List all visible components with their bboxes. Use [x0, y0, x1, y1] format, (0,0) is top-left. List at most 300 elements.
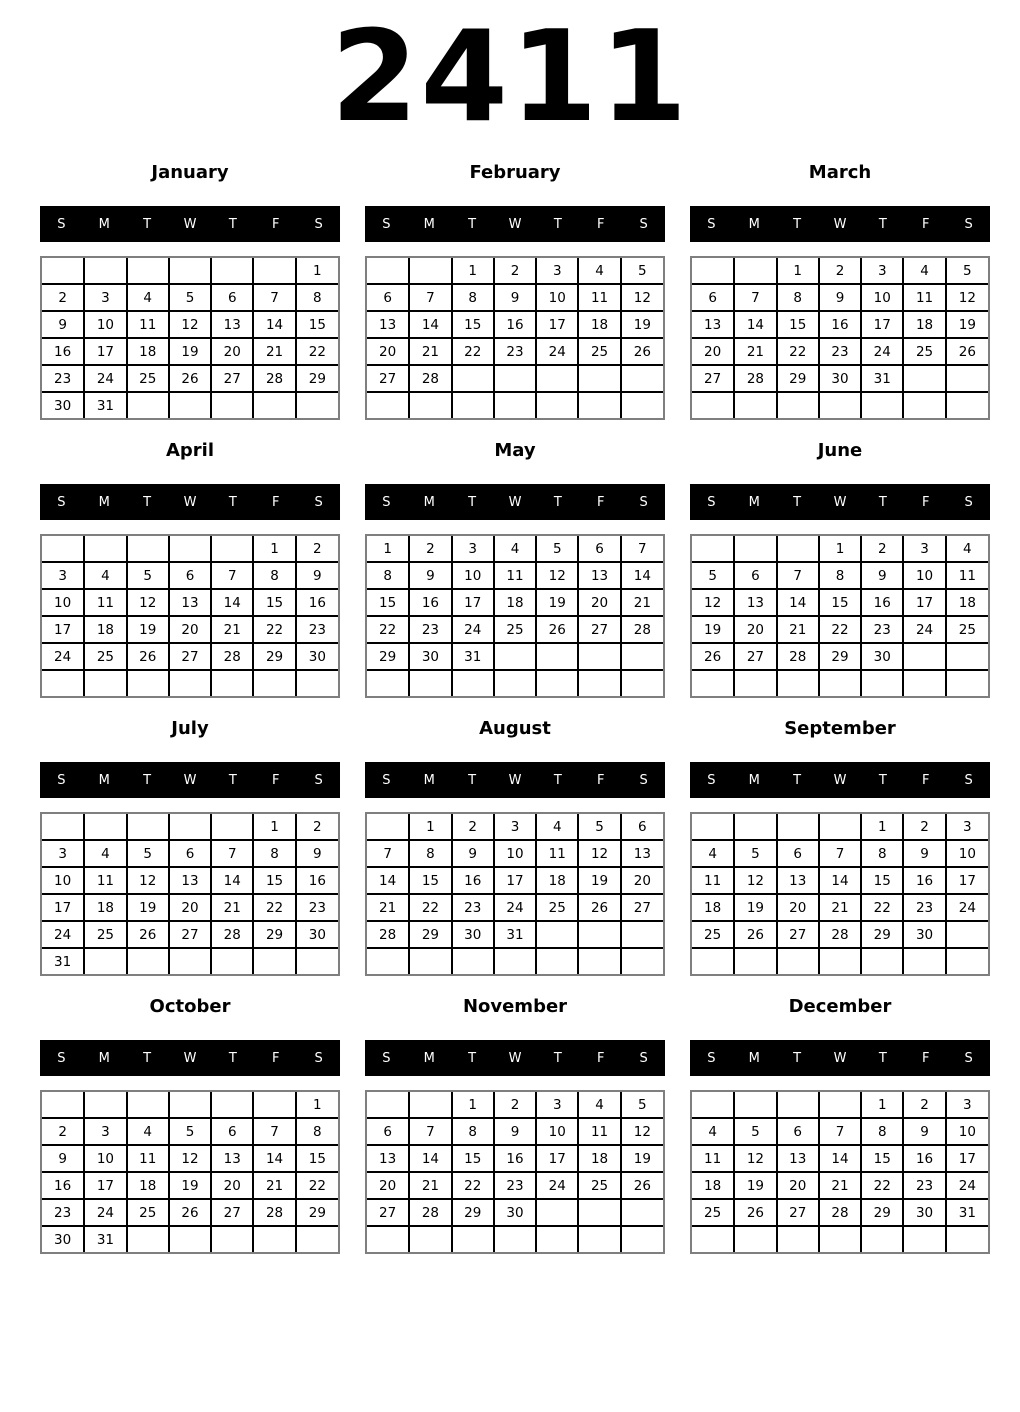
day-cell: 14: [621, 562, 663, 589]
day-cell: 7: [253, 284, 295, 311]
week-row: [42, 365, 338, 392]
month-grid: [690, 256, 990, 420]
weekday-label: T: [553, 494, 562, 510]
day-cell: 3: [452, 536, 494, 562]
week-row: [367, 840, 663, 867]
weekday-header-bar: [365, 762, 665, 798]
empty-day-cell: [211, 258, 253, 284]
day-cell: 18: [536, 867, 578, 894]
weekday-label: M: [98, 772, 110, 788]
day-cell: 27: [367, 1199, 409, 1226]
month-grid: [690, 1090, 990, 1254]
day-cell: 14: [367, 867, 409, 894]
week-row: [692, 1118, 988, 1145]
day-cell: 6: [734, 562, 776, 589]
day-cell: 9: [903, 1118, 945, 1145]
day-cell: 27: [367, 365, 409, 392]
day-cell: 8: [253, 562, 295, 589]
day-cell: 26: [692, 643, 734, 670]
day-cell: 10: [42, 867, 84, 894]
day-cell: 5: [169, 1118, 211, 1145]
day-cell: 14: [253, 311, 295, 338]
day-cell: 25: [84, 921, 126, 948]
day-cell: 22: [253, 894, 295, 921]
weekday-label: S: [707, 216, 716, 232]
day-cell: 25: [692, 1199, 734, 1226]
week-row: [692, 1172, 988, 1199]
weekday-label: S: [57, 1050, 66, 1066]
day-cell: 15: [253, 589, 295, 616]
day-cell: 22: [819, 616, 861, 643]
day-cell: 10: [946, 1118, 988, 1145]
day-cell: 17: [452, 589, 494, 616]
month-title: November: [462, 996, 568, 1017]
empty-day-cell: [578, 365, 620, 392]
week-row: [692, 311, 988, 338]
weekday-label: M: [423, 1050, 435, 1066]
day-cell: 13: [621, 840, 663, 867]
day-cell: 10: [84, 1145, 126, 1172]
day-cell: 12: [578, 840, 620, 867]
empty-day-cell: [819, 1092, 861, 1118]
day-cell: 11: [692, 1145, 734, 1172]
day-cell: 7: [367, 840, 409, 867]
day-cell: 7: [253, 1118, 295, 1145]
day-cell: 8: [452, 284, 494, 311]
empty-day-cell: [452, 948, 494, 974]
day-cell: 11: [946, 562, 988, 589]
day-cell: 12: [692, 589, 734, 616]
day-cell: 3: [536, 1092, 578, 1118]
day-cell: 8: [861, 840, 903, 867]
empty-day-cell: [367, 948, 409, 974]
day-cell: 4: [578, 1092, 620, 1118]
day-cell: 29: [819, 643, 861, 670]
day-cell: 5: [734, 1118, 776, 1145]
weekday-label: S: [707, 772, 716, 788]
week-row: [42, 1172, 338, 1199]
weekday-header-bar: [40, 1040, 340, 1076]
empty-day-cell: [946, 948, 988, 974]
weekday-label: F: [921, 494, 930, 510]
empty-day-cell: [169, 536, 211, 562]
day-cell: 20: [777, 894, 819, 921]
weekday-label: M: [98, 1050, 110, 1066]
day-cell: 11: [127, 311, 169, 338]
day-cell: 22: [409, 894, 451, 921]
day-cell: 10: [946, 840, 988, 867]
empty-day-cell: [536, 921, 578, 948]
day-cell: 10: [494, 840, 536, 867]
weekday-label: T: [793, 1050, 802, 1066]
day-cell: 28: [367, 921, 409, 948]
day-cell: 19: [946, 311, 988, 338]
day-cell: 22: [452, 338, 494, 365]
day-cell: 18: [84, 894, 126, 921]
weekday-label: M: [748, 1050, 760, 1066]
day-cell: 20: [211, 338, 253, 365]
day-table: [692, 258, 988, 418]
day-cell: 26: [127, 921, 169, 948]
day-cell: 6: [777, 840, 819, 867]
day-cell: 20: [367, 1172, 409, 1199]
day-cell: 19: [169, 1172, 211, 1199]
day-cell: 21: [819, 894, 861, 921]
day-cell: 30: [296, 643, 338, 670]
empty-day-cell: [127, 536, 169, 562]
week-row: [692, 643, 988, 670]
day-cell: 31: [42, 948, 84, 974]
day-cell: 4: [127, 284, 169, 311]
day-cell: 29: [861, 1199, 903, 1226]
day-cell: 16: [494, 1145, 536, 1172]
day-cell: 7: [819, 1118, 861, 1145]
day-cell: 7: [819, 840, 861, 867]
day-cell: 31: [494, 921, 536, 948]
day-cell: 8: [409, 840, 451, 867]
day-table: [367, 814, 663, 974]
day-cell: 7: [211, 840, 253, 867]
weekday-label: F: [596, 216, 605, 232]
day-cell: 3: [903, 536, 945, 562]
weekday-label: S: [382, 772, 391, 788]
week-row: [367, 1118, 663, 1145]
empty-day-cell: [692, 258, 734, 284]
day-cell: 30: [42, 392, 84, 418]
month-title: March: [808, 162, 872, 183]
month-block: [690, 716, 990, 976]
day-cell: 8: [296, 284, 338, 311]
day-cell: 24: [84, 1199, 126, 1226]
day-cell: 27: [621, 894, 663, 921]
empty-day-cell: [367, 1226, 409, 1252]
day-cell: 3: [946, 1092, 988, 1118]
day-cell: 5: [734, 840, 776, 867]
week-row: [692, 1092, 988, 1118]
day-cell: 15: [367, 589, 409, 616]
day-cell: 16: [452, 867, 494, 894]
day-cell: 27: [777, 1199, 819, 1226]
weekday-header-bar: [365, 484, 665, 520]
week-row: [42, 643, 338, 670]
day-cell: 16: [296, 589, 338, 616]
weekday-header-bar: [40, 206, 340, 242]
day-cell: 5: [946, 258, 988, 284]
weekday-label: T: [143, 216, 152, 232]
week-row: [692, 562, 988, 589]
week-row: [367, 536, 663, 562]
week-row: [367, 1145, 663, 1172]
day-cell: 17: [42, 616, 84, 643]
day-cell: 9: [819, 284, 861, 311]
day-table: [692, 814, 988, 974]
weekday-label: W: [833, 494, 847, 510]
week-row: [367, 392, 663, 418]
empty-day-cell: [409, 948, 451, 974]
day-cell: 8: [253, 840, 295, 867]
empty-day-cell: [296, 392, 338, 418]
month-grid: [40, 534, 340, 698]
week-row: [367, 1199, 663, 1226]
empty-day-cell: [777, 670, 819, 696]
month-block: [40, 716, 340, 976]
day-cell: 19: [578, 867, 620, 894]
day-cell: 31: [946, 1199, 988, 1226]
day-cell: 14: [409, 311, 451, 338]
empty-day-cell: [367, 1092, 409, 1118]
weekday-header-bar: [690, 762, 990, 798]
day-cell: 26: [169, 365, 211, 392]
weekday-header-bar: [690, 484, 990, 520]
day-cell: 2: [42, 284, 84, 311]
weekday-label: T: [878, 494, 887, 510]
day-cell: 9: [903, 840, 945, 867]
week-row: [692, 1145, 988, 1172]
day-cell: 25: [578, 1172, 620, 1199]
day-cell: 11: [536, 840, 578, 867]
empty-day-cell: [42, 1092, 84, 1118]
empty-day-cell: [211, 814, 253, 840]
weekday-label: M: [748, 772, 760, 788]
day-cell: 2: [296, 814, 338, 840]
month-grid: [40, 812, 340, 976]
weekday-label: S: [57, 494, 66, 510]
week-row: [42, 670, 338, 696]
week-row: [367, 948, 663, 974]
empty-day-cell: [903, 1226, 945, 1252]
weekday-label: S: [57, 772, 66, 788]
day-cell: 20: [777, 1172, 819, 1199]
day-cell: 1: [777, 258, 819, 284]
weekday-label: W: [508, 772, 522, 788]
empty-day-cell: [127, 670, 169, 696]
day-cell: 29: [861, 921, 903, 948]
empty-day-cell: [536, 392, 578, 418]
week-row: [367, 365, 663, 392]
day-cell: 13: [169, 867, 211, 894]
empty-day-cell: [169, 948, 211, 974]
day-cell: 20: [734, 616, 776, 643]
empty-day-cell: [84, 536, 126, 562]
day-cell: 26: [734, 1199, 776, 1226]
empty-day-cell: [578, 643, 620, 670]
weekday-label: W: [833, 1050, 847, 1066]
weekday-header-bar: [365, 1040, 665, 1076]
empty-day-cell: [946, 643, 988, 670]
week-row: [367, 1092, 663, 1118]
empty-day-cell: [819, 392, 861, 418]
day-cell: 8: [296, 1118, 338, 1145]
day-cell: 16: [819, 311, 861, 338]
day-cell: 26: [734, 921, 776, 948]
weekday-label: S: [639, 216, 648, 232]
day-cell: 23: [409, 616, 451, 643]
empty-day-cell: [734, 392, 776, 418]
day-cell: 22: [777, 338, 819, 365]
day-cell: 18: [946, 589, 988, 616]
day-cell: 18: [494, 589, 536, 616]
empty-day-cell: [946, 670, 988, 696]
months-grid: [40, 160, 980, 1254]
day-cell: 24: [861, 338, 903, 365]
day-cell: 2: [861, 536, 903, 562]
week-row: [367, 616, 663, 643]
day-cell: 23: [903, 1172, 945, 1199]
day-cell: 10: [903, 562, 945, 589]
empty-day-cell: [211, 392, 253, 418]
month-grid: [365, 812, 665, 976]
empty-day-cell: [169, 392, 211, 418]
empty-day-cell: [127, 1226, 169, 1252]
weekday-label: S: [707, 1050, 716, 1066]
empty-day-cell: [296, 1226, 338, 1252]
weekday-label: M: [748, 216, 760, 232]
week-row: [367, 562, 663, 589]
week-row: [42, 894, 338, 921]
empty-day-cell: [578, 392, 620, 418]
week-row: [367, 284, 663, 311]
day-cell: 1: [861, 1092, 903, 1118]
day-cell: 24: [84, 365, 126, 392]
day-cell: 6: [367, 1118, 409, 1145]
day-cell: 25: [903, 338, 945, 365]
weekday-label: S: [707, 494, 716, 510]
day-cell: 19: [692, 616, 734, 643]
empty-day-cell: [621, 948, 663, 974]
weekday-label: S: [382, 494, 391, 510]
day-cell: 26: [127, 643, 169, 670]
day-cell: 28: [819, 921, 861, 948]
day-cell: 5: [127, 840, 169, 867]
empty-day-cell: [861, 392, 903, 418]
day-cell: 14: [253, 1145, 295, 1172]
day-cell: 2: [494, 258, 536, 284]
day-cell: 11: [127, 1145, 169, 1172]
day-cell: 9: [409, 562, 451, 589]
day-cell: 12: [169, 311, 211, 338]
empty-day-cell: [946, 365, 988, 392]
day-cell: 23: [42, 1199, 84, 1226]
weekday-label: S: [964, 1050, 973, 1066]
day-cell: 22: [296, 1172, 338, 1199]
day-cell: 19: [621, 311, 663, 338]
day-cell: 24: [536, 338, 578, 365]
day-cell: 21: [734, 338, 776, 365]
weekday-label: T: [878, 216, 887, 232]
weekday-label: M: [423, 494, 435, 510]
day-cell: 28: [409, 365, 451, 392]
week-row: [692, 670, 988, 696]
day-cell: 30: [452, 921, 494, 948]
day-cell: 28: [253, 365, 295, 392]
day-cell: 28: [211, 921, 253, 948]
week-row: [367, 894, 663, 921]
week-row: [367, 921, 663, 948]
day-cell: 19: [536, 589, 578, 616]
empty-day-cell: [734, 258, 776, 284]
day-cell: 12: [734, 1145, 776, 1172]
day-cell: 6: [692, 284, 734, 311]
week-row: [367, 1226, 663, 1252]
empty-day-cell: [903, 643, 945, 670]
month-block: [690, 160, 990, 420]
day-cell: 2: [903, 1092, 945, 1118]
day-cell: 21: [367, 894, 409, 921]
week-row: [42, 1145, 338, 1172]
day-cell: 18: [127, 338, 169, 365]
weekday-label: T: [553, 216, 562, 232]
day-cell: 21: [819, 1172, 861, 1199]
empty-day-cell: [621, 643, 663, 670]
day-cell: 16: [903, 1145, 945, 1172]
month-block: [690, 994, 990, 1254]
day-cell: 23: [903, 894, 945, 921]
week-row: [692, 365, 988, 392]
day-cell: 15: [819, 589, 861, 616]
weekday-label: M: [423, 216, 435, 232]
month-grid: [690, 812, 990, 976]
day-cell: 9: [296, 562, 338, 589]
empty-day-cell: [84, 814, 126, 840]
day-cell: 8: [367, 562, 409, 589]
day-cell: 4: [84, 562, 126, 589]
weekday-label: F: [596, 1050, 605, 1066]
weekday-label: S: [639, 494, 648, 510]
day-cell: 27: [169, 643, 211, 670]
empty-day-cell: [42, 670, 84, 696]
empty-day-cell: [211, 536, 253, 562]
day-cell: 18: [578, 1145, 620, 1172]
month-grid: [365, 1090, 665, 1254]
day-cell: 21: [409, 1172, 451, 1199]
weekday-label: W: [833, 216, 847, 232]
empty-day-cell: [734, 536, 776, 562]
week-row: [692, 948, 988, 974]
day-cell: 5: [692, 562, 734, 589]
empty-day-cell: [819, 1226, 861, 1252]
day-cell: 29: [409, 921, 451, 948]
weekday-label: T: [228, 216, 237, 232]
day-cell: 6: [621, 814, 663, 840]
day-cell: 4: [84, 840, 126, 867]
empty-day-cell: [169, 670, 211, 696]
weekday-header-bar: [365, 206, 665, 242]
week-row: [367, 1172, 663, 1199]
empty-day-cell: [494, 643, 536, 670]
weekday-label: S: [639, 772, 648, 788]
day-cell: 13: [734, 589, 776, 616]
empty-day-cell: [169, 258, 211, 284]
day-table: [42, 814, 338, 974]
day-cell: 10: [84, 311, 126, 338]
day-cell: 15: [452, 311, 494, 338]
day-cell: 24: [42, 921, 84, 948]
week-row: [42, 840, 338, 867]
empty-day-cell: [367, 670, 409, 696]
day-cell: 5: [127, 562, 169, 589]
day-cell: 17: [536, 311, 578, 338]
day-cell: 12: [536, 562, 578, 589]
week-row: [692, 814, 988, 840]
weekday-label: M: [748, 494, 760, 510]
empty-day-cell: [819, 948, 861, 974]
day-cell: 5: [621, 1092, 663, 1118]
empty-day-cell: [621, 392, 663, 418]
empty-day-cell: [367, 258, 409, 284]
day-cell: 4: [494, 536, 536, 562]
day-cell: 17: [84, 1172, 126, 1199]
day-table: [42, 1092, 338, 1252]
